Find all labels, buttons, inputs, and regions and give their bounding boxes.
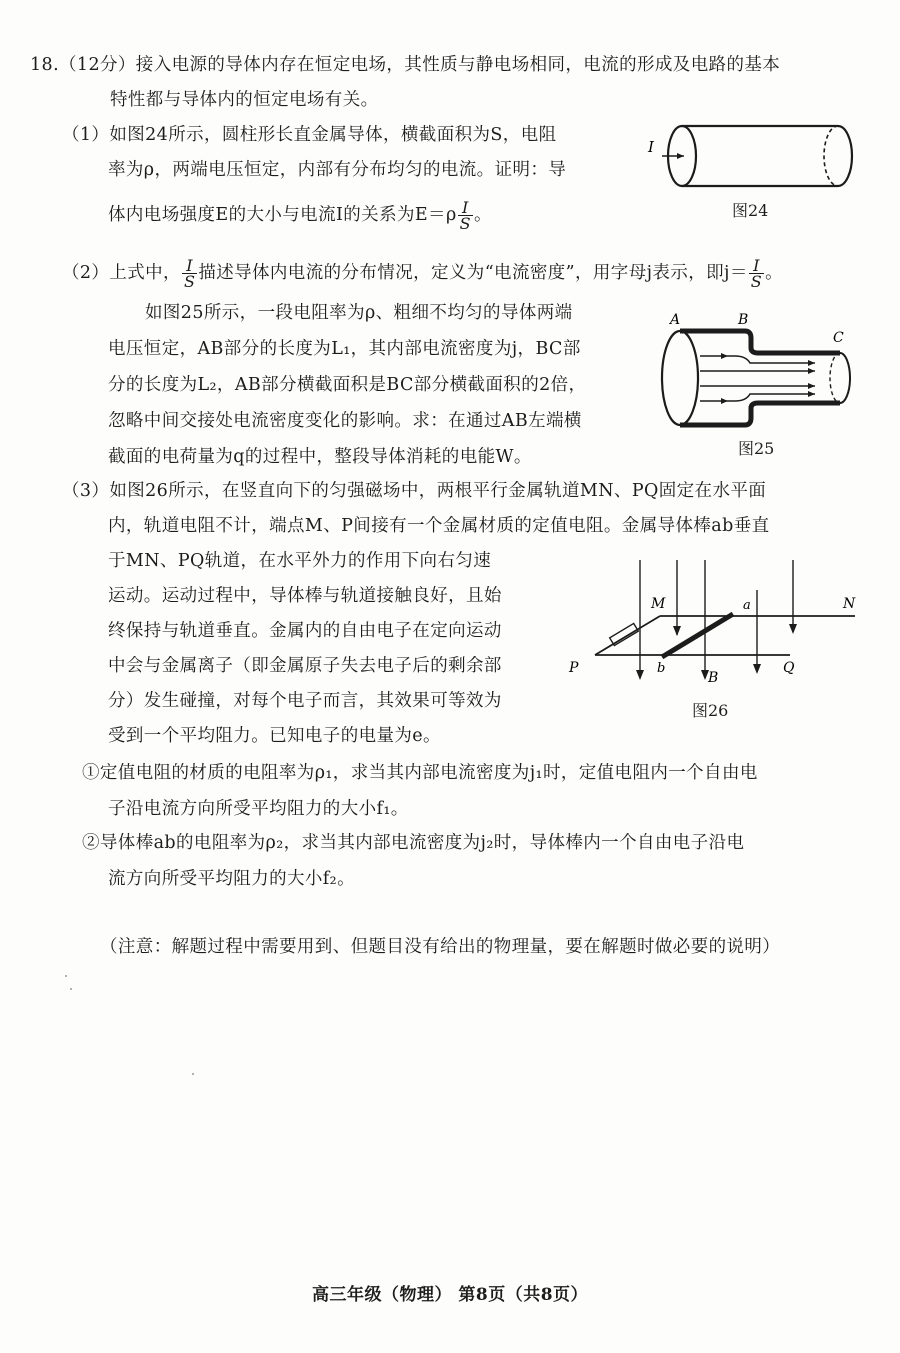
- frac-denominator: S: [750, 272, 763, 291]
- part3-line6: 中会与金属离子（即金属原子失去电子后的剩余部: [108, 656, 502, 676]
- figure-24-cylinder: [640, 118, 870, 198]
- scan-speck: [65, 975, 67, 977]
- part3-line1: （3）如图26所示，在竖直向下的匀强磁场中，两根平行金属轨道MN、PQ固定在水平面: [62, 481, 767, 501]
- part2-line1-start: （2）上式中，: [62, 263, 181, 283]
- part2-line1: [62, 258, 783, 289]
- part1-line2: 率为ρ，两端电压恒定，内部有分布均匀的电流。证明：导: [108, 160, 567, 180]
- part3-line2: 内，轨道电阻不计，端点M、P间接有一个金属材质的定值电阻。金属导体棒ab垂直: [108, 516, 770, 536]
- scan-speck: [70, 988, 72, 990]
- fig26-label-a: a: [743, 598, 751, 613]
- part1-line3: [108, 200, 492, 231]
- fig25-label-C: C: [833, 330, 844, 346]
- fig26-label-Q: Q: [783, 660, 795, 676]
- part2-line1-end: 。: [765, 263, 784, 283]
- part2-line4: 分的长度为L₂，AB部分横截面积是BC部分横截面积的2倍，: [108, 375, 587, 395]
- solution-note: （注意：解题过程中需要用到、但题目没有给出的物理量，要在解题时做必要的说明）: [100, 937, 781, 957]
- fig25-label-B: B: [738, 312, 749, 328]
- frac-numerator: I: [182, 258, 197, 274]
- fig26-label-b: b: [657, 661, 666, 676]
- fig26-label-N: N: [843, 596, 856, 612]
- fig26-label-M: M: [651, 596, 666, 612]
- part3-line8: 受到一个平均阻力。已知电子的电量为e。: [108, 726, 441, 746]
- figure-26-rails: [565, 560, 865, 690]
- part1-line3-end: 。: [474, 205, 492, 225]
- figure-24-caption: 图24: [732, 201, 769, 220]
- subq1-line2: 子沿电流方向所受平均阻力的大小f₁。: [108, 799, 409, 819]
- subq2-line1: ②导体棒ab的电阻率为ρ₂，求当其内部电流密度为j₂时，导体棒内一个自由电子沿电: [82, 833, 745, 853]
- figure-25-conductor: [650, 308, 870, 438]
- part3-line4: 运动。运动过程中，导体棒与轨道接触良好，且始: [108, 586, 502, 606]
- fig26-label-B: B: [708, 670, 719, 686]
- fraction-I-over-S-3: [749, 258, 764, 289]
- q18-intro-line2: 特性都与导体内的恒定电场有关。: [110, 90, 379, 110]
- part1-line3-text: 体内电场强度E的大小与电流I的关系为E＝ρ: [108, 205, 457, 225]
- fig25-label-A: A: [670, 312, 681, 328]
- frac-numerator: I: [749, 258, 764, 274]
- part3-line7: 分）发生碰撞，对每个电子而言，其效果可等效为: [108, 691, 502, 711]
- figure-25-caption: 图25: [738, 439, 775, 458]
- frac-denominator: S: [459, 214, 472, 233]
- frac-numerator: I: [458, 200, 473, 216]
- part2-line2: 如图25所示，一段电阻率为ρ、粗细不均匀的导体两端: [145, 303, 573, 323]
- part2-line3: 电压恒定，AB部分的长度为L₁，其内部电流密度为j，BC部: [108, 339, 581, 359]
- scan-speck: [192, 1073, 194, 1075]
- part1-line1: （1）如图24所示，圆柱形长直金属导体，横截面积为S，电阻: [62, 125, 557, 145]
- q18-intro-line1: 18.（12分）接入电源的导体内存在恒定电场，其性质与静电场相同，电流的形成及电路的基本: [30, 55, 781, 75]
- figure-26-caption: 图26: [692, 701, 729, 720]
- page-footer: 高三年级（物理） 第8页（共8页）: [311, 1285, 589, 1305]
- fraction-I-over-S-2: [182, 258, 197, 289]
- fig24-label-I: I: [648, 138, 654, 156]
- subq2-line2: 流方向所受平均阻力的大小f₂。: [108, 869, 355, 889]
- part2-line1-mid: 描述导体内电流的分布情况，定义为“电流密度”，用字母j表示，即j＝: [198, 263, 748, 283]
- part2-line5: 忽略中间交接处电流密度变化的影响。求：在通过AB左端横: [108, 411, 582, 431]
- part3-line3: 于MN、PQ轨道，在水平外力的作用下向右匀速: [108, 551, 492, 571]
- fig26-label-P: P: [569, 660, 579, 676]
- part2-line6: 截面的电荷量为q的过程中，整段导体消耗的电能W。: [108, 447, 532, 467]
- frac-denominator: S: [183, 272, 196, 291]
- part3-line5: 终保持与轨道垂直。金属内的自由电子在定向运动: [108, 621, 502, 641]
- subq1-line1: ①定值电阻的材质的电阻率为ρ₁，求当其内部电流密度为j₁时，定值电阻内一个自由电: [82, 763, 758, 783]
- fraction-I-over-S: [458, 200, 473, 231]
